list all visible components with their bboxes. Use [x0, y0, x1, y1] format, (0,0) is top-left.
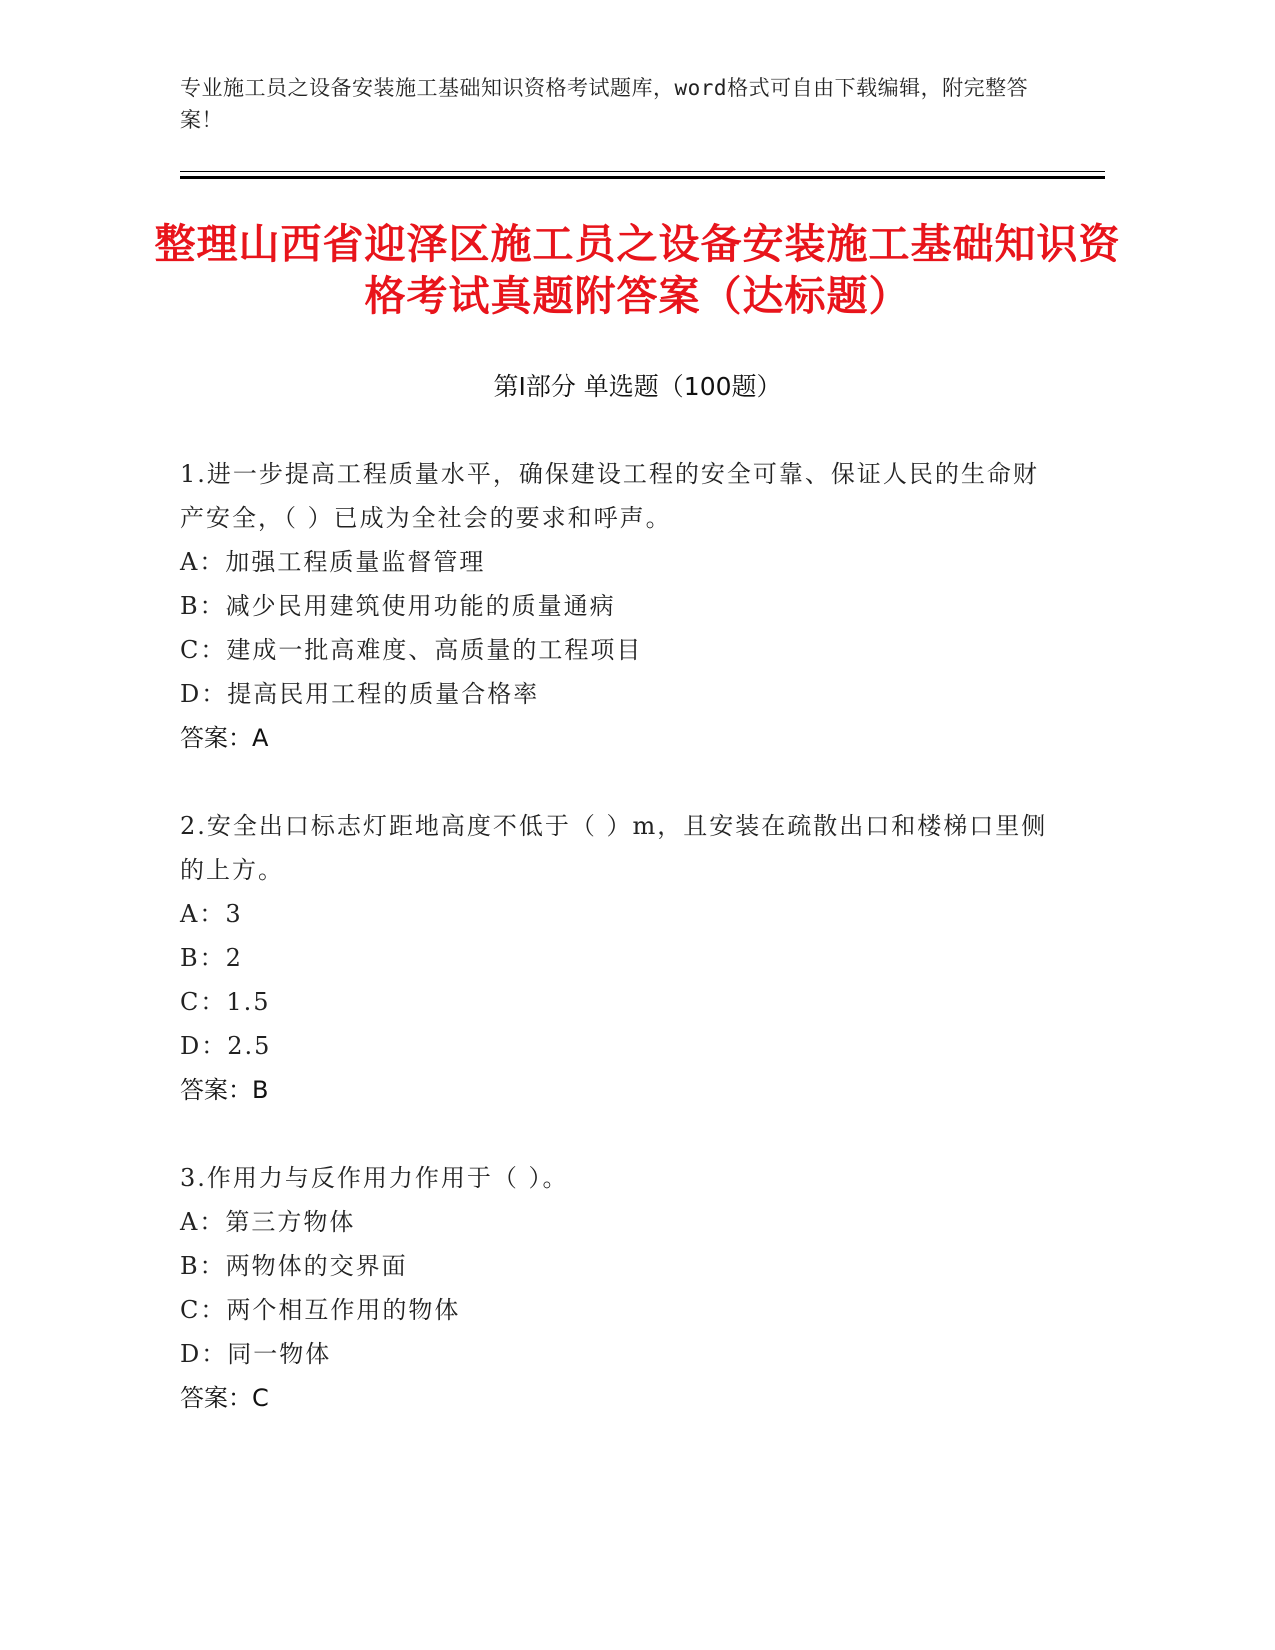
- section-heading: 第Ⅰ部分 单选题（100题）: [493, 372, 782, 401]
- question-2: [180, 804, 1060, 1112]
- header-note: 专业施工员之设备安装施工基础知识资格考试题库，word格式可自由下载编辑，附完整答案！: [180, 76, 1029, 132]
- option-key: A：: [180, 1208, 226, 1236]
- option-c: [180, 980, 1060, 1024]
- option-key: B：: [180, 592, 226, 620]
- option-text: 建成一批高难度、高质量的工程项目: [226, 636, 643, 664]
- option-d: [180, 1332, 1060, 1376]
- option-key: B：: [180, 1252, 226, 1280]
- question-3: [180, 1156, 1060, 1420]
- option-key: B：: [180, 944, 226, 972]
- question-stem: 2.安全出口标志灯距地高度不低于（ ）m，且安装在疏散出口和楼梯口里侧的上方。: [180, 812, 1048, 884]
- option-c: [180, 1288, 1060, 1332]
- option-text: 2: [225, 944, 243, 972]
- option-key: C：: [180, 636, 227, 664]
- option-a: [180, 1200, 1060, 1244]
- document-title: 整理山西省迎泽区施工员之设备安装施工基础知识资格考试真题附答案（达标题）: [154, 220, 1121, 320]
- answer-line: 答案：A: [180, 724, 269, 752]
- option-text: 提高民用工程的质量合格率: [227, 680, 540, 708]
- option-text: 减少民用建筑使用功能的质量通病: [225, 592, 616, 620]
- option-text: 加强工程质量监督管理: [225, 548, 486, 576]
- option-key: D：: [180, 1032, 228, 1060]
- question-1: [180, 452, 1060, 760]
- header-divider-thick: [180, 176, 1105, 179]
- option-key: A：: [180, 548, 226, 576]
- option-b: [180, 584, 1060, 628]
- header-divider-thin: [180, 171, 1105, 172]
- option-key: C：: [180, 1296, 227, 1324]
- option-key: C：: [180, 988, 227, 1016]
- question-stem: 3.作用力与反作用力作用于（ ）。: [180, 1164, 569, 1192]
- answer-line: 答案：B: [180, 1076, 269, 1104]
- option-text: 两个相互作用的物体: [226, 1296, 461, 1324]
- option-text: 2.5: [227, 1032, 272, 1060]
- option-text: 同一物体: [227, 1340, 332, 1368]
- question-stem: 1.进一步提高工程质量水平，确保建设工程的安全可靠、保证人民的生命财产安全，（ ）已成为全社会的要求和呼声。: [180, 460, 1039, 532]
- option-text: 3: [225, 900, 243, 928]
- option-text: 1.5: [226, 988, 271, 1016]
- question-list: [180, 452, 1060, 1464]
- option-b: [180, 936, 1060, 980]
- option-a: [180, 892, 1060, 936]
- option-b: [180, 1244, 1060, 1288]
- option-key: A：: [180, 900, 226, 928]
- option-d: [180, 672, 1060, 716]
- option-key: D：: [180, 1340, 228, 1368]
- option-d: [180, 1024, 1060, 1068]
- option-c: [180, 628, 1060, 672]
- answer-line: 答案：C: [180, 1384, 269, 1412]
- option-text: 第三方物体: [225, 1208, 356, 1236]
- option-key: D：: [180, 680, 228, 708]
- option-a: [180, 540, 1060, 584]
- option-text: 两物体的交界面: [225, 1252, 408, 1280]
